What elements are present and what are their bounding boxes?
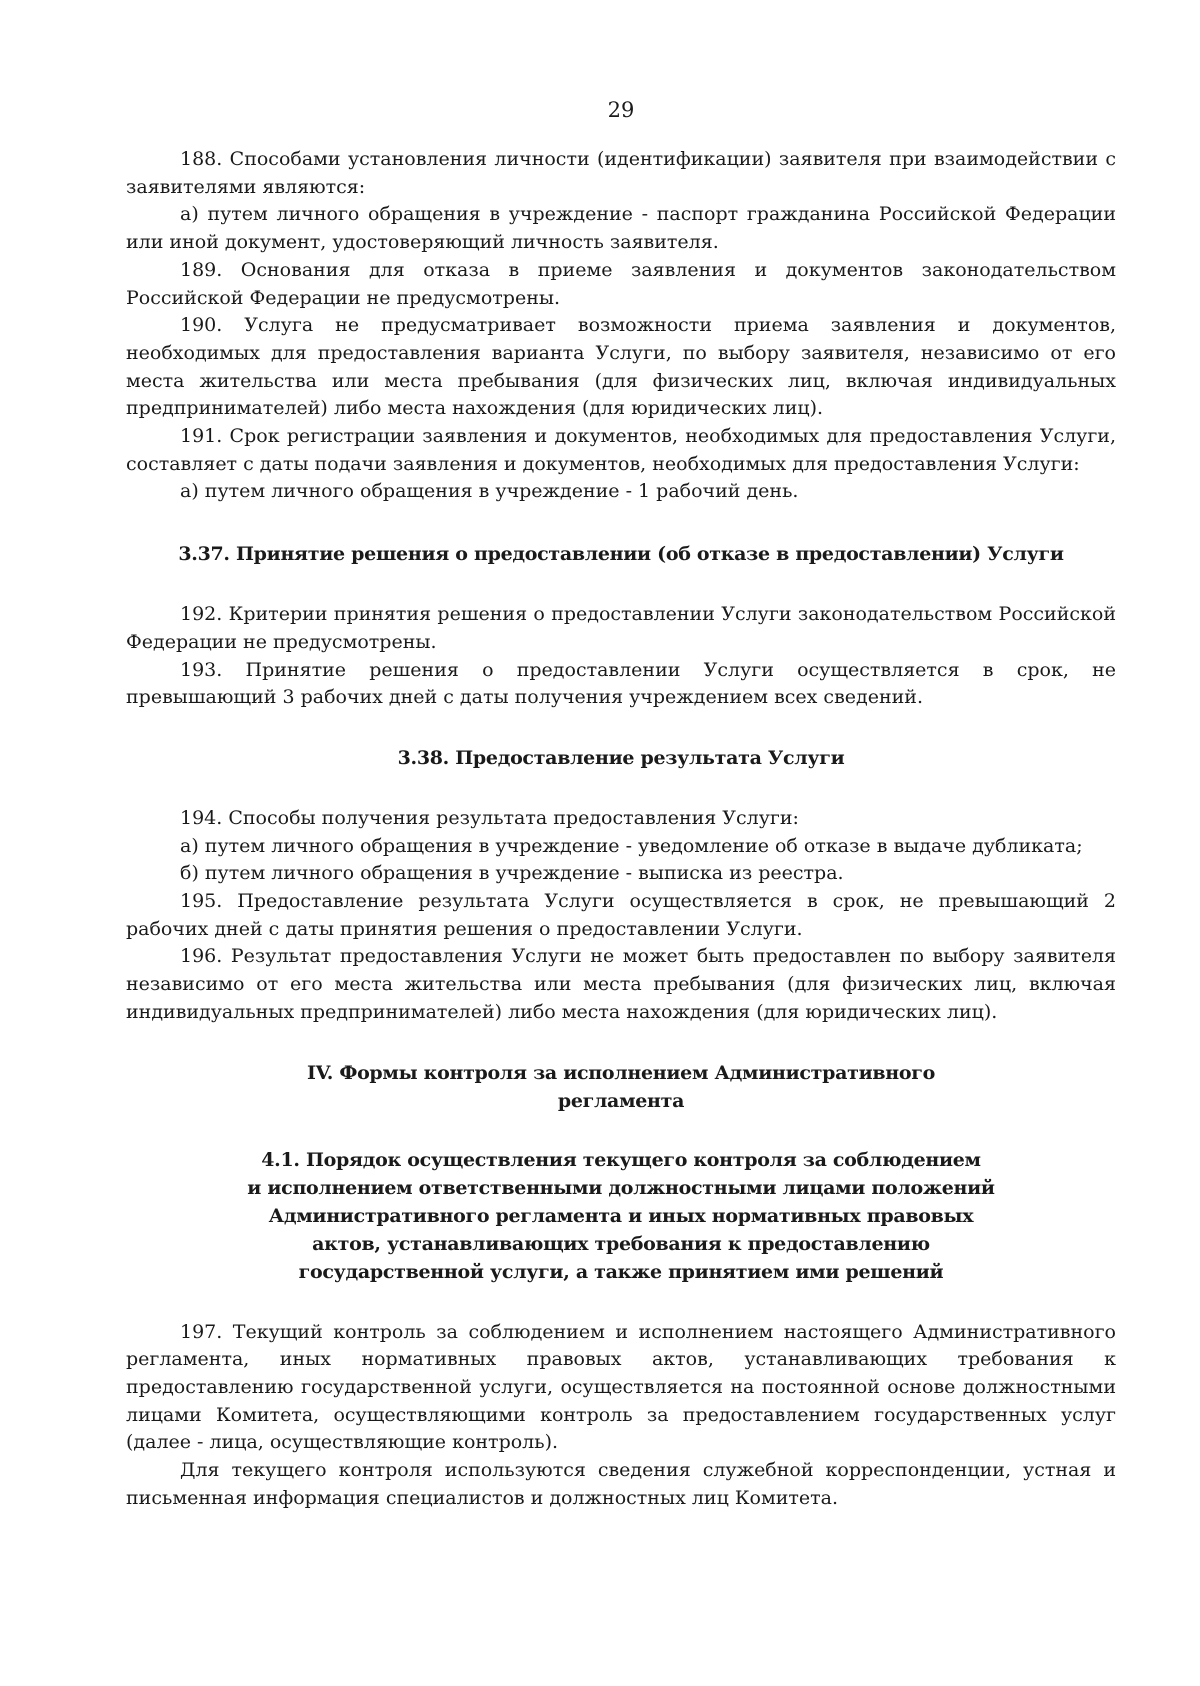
paragraph-196: 196. Результат предоставления Услуги не может быть предоставлен по выбору заявителя независимо от его места жительства или места пребывания (для физических лиц, включая индивидуальных предпринимателей) либо места нахождения (для юридических лиц). [126, 945, 1116, 1023]
paragraph-194: 194. Способы получения результата предоставления Услуги: [180, 806, 799, 829]
section-heading-3-37: 3.37. Принятие решения о предоставлении (об отказе в предоставлении) Услуги [178, 543, 1064, 566]
paragraph-188: 188. Способами установления личности (идентификации) заявителя при взаимодействии с заявителями являются: [126, 148, 1116, 198]
section-heading-4-1-line: государственной услуги, а также принятием ими решений [298, 1260, 944, 1283]
paragraph-188-a: а) путем личного обращения в учреждение - паспорт гражданина Российской Федерации или иной документ, удостоверяющий личность заявителя. [126, 203, 1116, 254]
section-heading-4-1-line: и исполнением ответственными должностными лицами положений [247, 1176, 995, 1199]
paragraph-194-b: б) путем личного обращения в учреждение - выписка из реестра. [180, 862, 844, 885]
chapter-heading-iv [126, 1059, 1116, 1115]
paragraph-195: 195. Предоставление результата Услуги осуществляется в срок, не превышающий 2 рабочих дней с даты принятия решения о предоставлении Услуги. [126, 890, 1116, 940]
section-heading-4-1-line: актов, устанавливающих требования к предоставлению [312, 1232, 930, 1255]
document-page [126, 96, 1116, 1513]
paragraph-191: 191. Срок регистрации заявления и документов, необходимых для предоставления Услуги, составляет с даты подачи заявления и документов, необходимых для предоставления Услуги: [126, 425, 1116, 475]
section-heading-3-38: 3.38. Предоставление результата Услуги [397, 746, 845, 769]
chapter-heading-iv-line: регламента [557, 1089, 685, 1112]
paragraph-190: 190. Услуга не предусматривает возможности приема заявления и документов, необходимых для предоставления варианта Услуги, по выбору заявителя, независимо от его места жительства или места пребывания (для физических лиц, включая индивидуальных предпринимателей) либо места нахождения (для юридических лиц). [126, 314, 1116, 420]
section-heading-4-1-line: Административного регламента и иных нормативных правовых [268, 1204, 974, 1227]
paragraph-197: 197. Текущий контроль за соблюдением и исполнением настоящего Административного регламента, иных нормативных правовых актов, устанавливающих требования к предоставлению государственной услуги, осуществляется на постоянной основе должностными лицами Комитета, осуществляющими контроль за предоставлением государственных услуг (далее - лица, осуществляющие контроль). [126, 1320, 1116, 1454]
paragraph-191-a: а) путем личного обращения в учреждение - 1 рабочий день. [180, 480, 799, 503]
section-heading-4-1 [126, 1146, 1116, 1286]
paragraph-192: 192. Критерии принятия решения о предоставлении Услуги законодательством Российской Федерации не предусмотрены. [126, 603, 1116, 653]
paragraph-194-a: а) путем личного обращения в учреждение - уведомление об отказе в выдаче дубликата; [180, 834, 1083, 857]
paragraph-193: 193. Принятие решения о предоставлении Услуги осуществляется в срок, не превышающий 3 рабочих дней с даты получения учреждением всех сведений. [126, 658, 1116, 709]
chapter-heading-iv-line: IV. Формы контроля за исполнением Административного [307, 1061, 935, 1084]
section-heading-4-1-line: 4.1. Порядок осуществления текущего контроля за соблюдением [261, 1148, 981, 1171]
page-number: 29 [607, 98, 635, 122]
paragraph-197-continued: Для текущего контроля используются сведения служебной корреспонденции, устная и письменная информация специалистов и должностных лиц Комитета. [126, 1459, 1116, 1509]
paragraph-189: 189. Основания для отказа в приеме заявления и документов законодательством Российской Федерации не предусмотрены. [126, 258, 1116, 309]
